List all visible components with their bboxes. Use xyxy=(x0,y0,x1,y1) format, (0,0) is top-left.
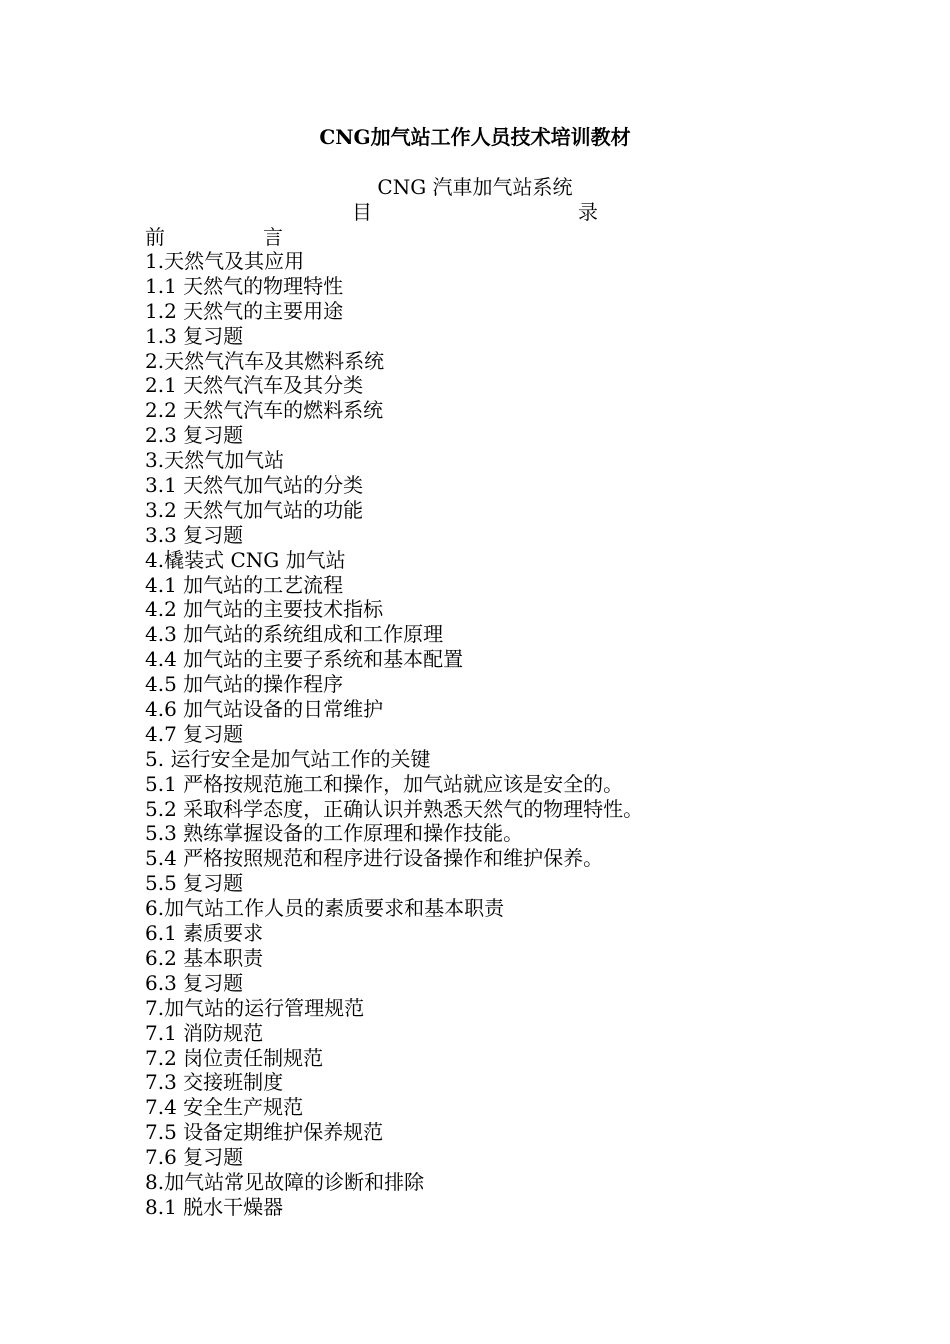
toc-entry: 2.天然气汽车及其燃料系统 xyxy=(145,348,385,373)
toc-entry: 4.橇装式 CNG 加气站 xyxy=(145,547,346,572)
toc-entry: 1.3 复习题 xyxy=(145,323,244,348)
toc-heading-part2: 录 xyxy=(578,200,598,224)
toc-entry: 4.3 加气站的系统组成和工作原理 xyxy=(145,622,444,647)
toc-entry: 5.1 严格按规范施工和操作，加气站就应该是安全的。 xyxy=(145,771,624,796)
toc-entry: 4.6 加气站设备的日常维护 xyxy=(145,697,384,722)
toc-entry: 4.4 加气站的主要子系统和基本配置 xyxy=(145,647,464,672)
toc-entry: 2.3 复习题 xyxy=(145,423,244,448)
toc-entry: 7.1 消防规范 xyxy=(145,1020,264,1045)
toc-entry: 6.3 复习题 xyxy=(145,970,244,995)
toc-entry: 7.3 交接班制度 xyxy=(145,1070,284,1095)
toc-entry: 3.3 复习题 xyxy=(145,522,244,547)
toc-entry: 8.加气站常见故障的诊断和排除 xyxy=(145,1169,425,1194)
toc-entry: 4.7 复习题 xyxy=(145,721,244,746)
toc-entry: 1.2 天然气的主要用途 xyxy=(145,298,344,323)
document-subtitle: CNG 汽車加气站系统 xyxy=(377,175,573,199)
toc-entry: 6.加气站工作人员的素质要求和基本职责 xyxy=(145,896,505,921)
toc-entry: 3.1 天然气加气站的分类 xyxy=(145,473,364,498)
toc-entry: 5.5 复习题 xyxy=(145,871,244,896)
toc-entry: 6.2 基本职责 xyxy=(145,945,264,970)
toc-entry: 1.1 天然气的物理特性 xyxy=(145,273,344,298)
toc-entry: 1.天然气及其应用 xyxy=(145,249,305,273)
toc-entry: 5.2 采取科学态度，正确认识并熟悉天然气的物理特性。 xyxy=(145,796,644,821)
toc-list xyxy=(145,249,865,1220)
preface-part1: 前 xyxy=(145,225,165,249)
preface-part2: 言 xyxy=(263,225,283,249)
toc-entry: 6.1 素质要求 xyxy=(145,921,264,946)
toc-entry: 7.4 安全生产规范 xyxy=(145,1095,304,1120)
toc-entry: 8.1 脱水干燥器 xyxy=(145,1194,284,1219)
toc-entry: 4.5 加气站的操作程序 xyxy=(145,672,344,697)
toc-entry: 7.2 岗位责任制规范 xyxy=(145,1045,324,1070)
toc-entry: 2.1 天然气汽车及其分类 xyxy=(145,373,364,398)
toc-heading-part1: 目 xyxy=(352,200,372,224)
toc-entry: 5.4 严格按照规范和程序进行设备操作和维护保养。 xyxy=(145,846,604,871)
toc-entry: 5. 运行安全是加气站工作的关键 xyxy=(145,746,431,771)
toc-entry: 7.5 设备定期维护保养规范 xyxy=(145,1120,384,1145)
toc-entry: 4.1 加气站的工艺流程 xyxy=(145,572,344,597)
toc-entry: 4.2 加气站的主要技术指标 xyxy=(145,597,384,622)
toc-entry: 7.6 复习题 xyxy=(145,1145,244,1170)
toc-entry: 5.3 熟练掌握设备的工作原理和操作技能。 xyxy=(145,821,524,846)
toc-entry: 3.天然气加气站 xyxy=(145,448,285,473)
toc-preface-entry xyxy=(145,224,745,250)
document-title: CNG加气站工作人员技术培训教材 xyxy=(319,125,631,149)
toc-entry: 7.加气站的运行管理规范 xyxy=(145,995,365,1020)
toc-entry: 2.2 天然气汽车的燃料系统 xyxy=(145,398,384,423)
toc-heading xyxy=(0,199,950,225)
toc-entry: 3.2 天然气加气站的功能 xyxy=(145,497,364,522)
